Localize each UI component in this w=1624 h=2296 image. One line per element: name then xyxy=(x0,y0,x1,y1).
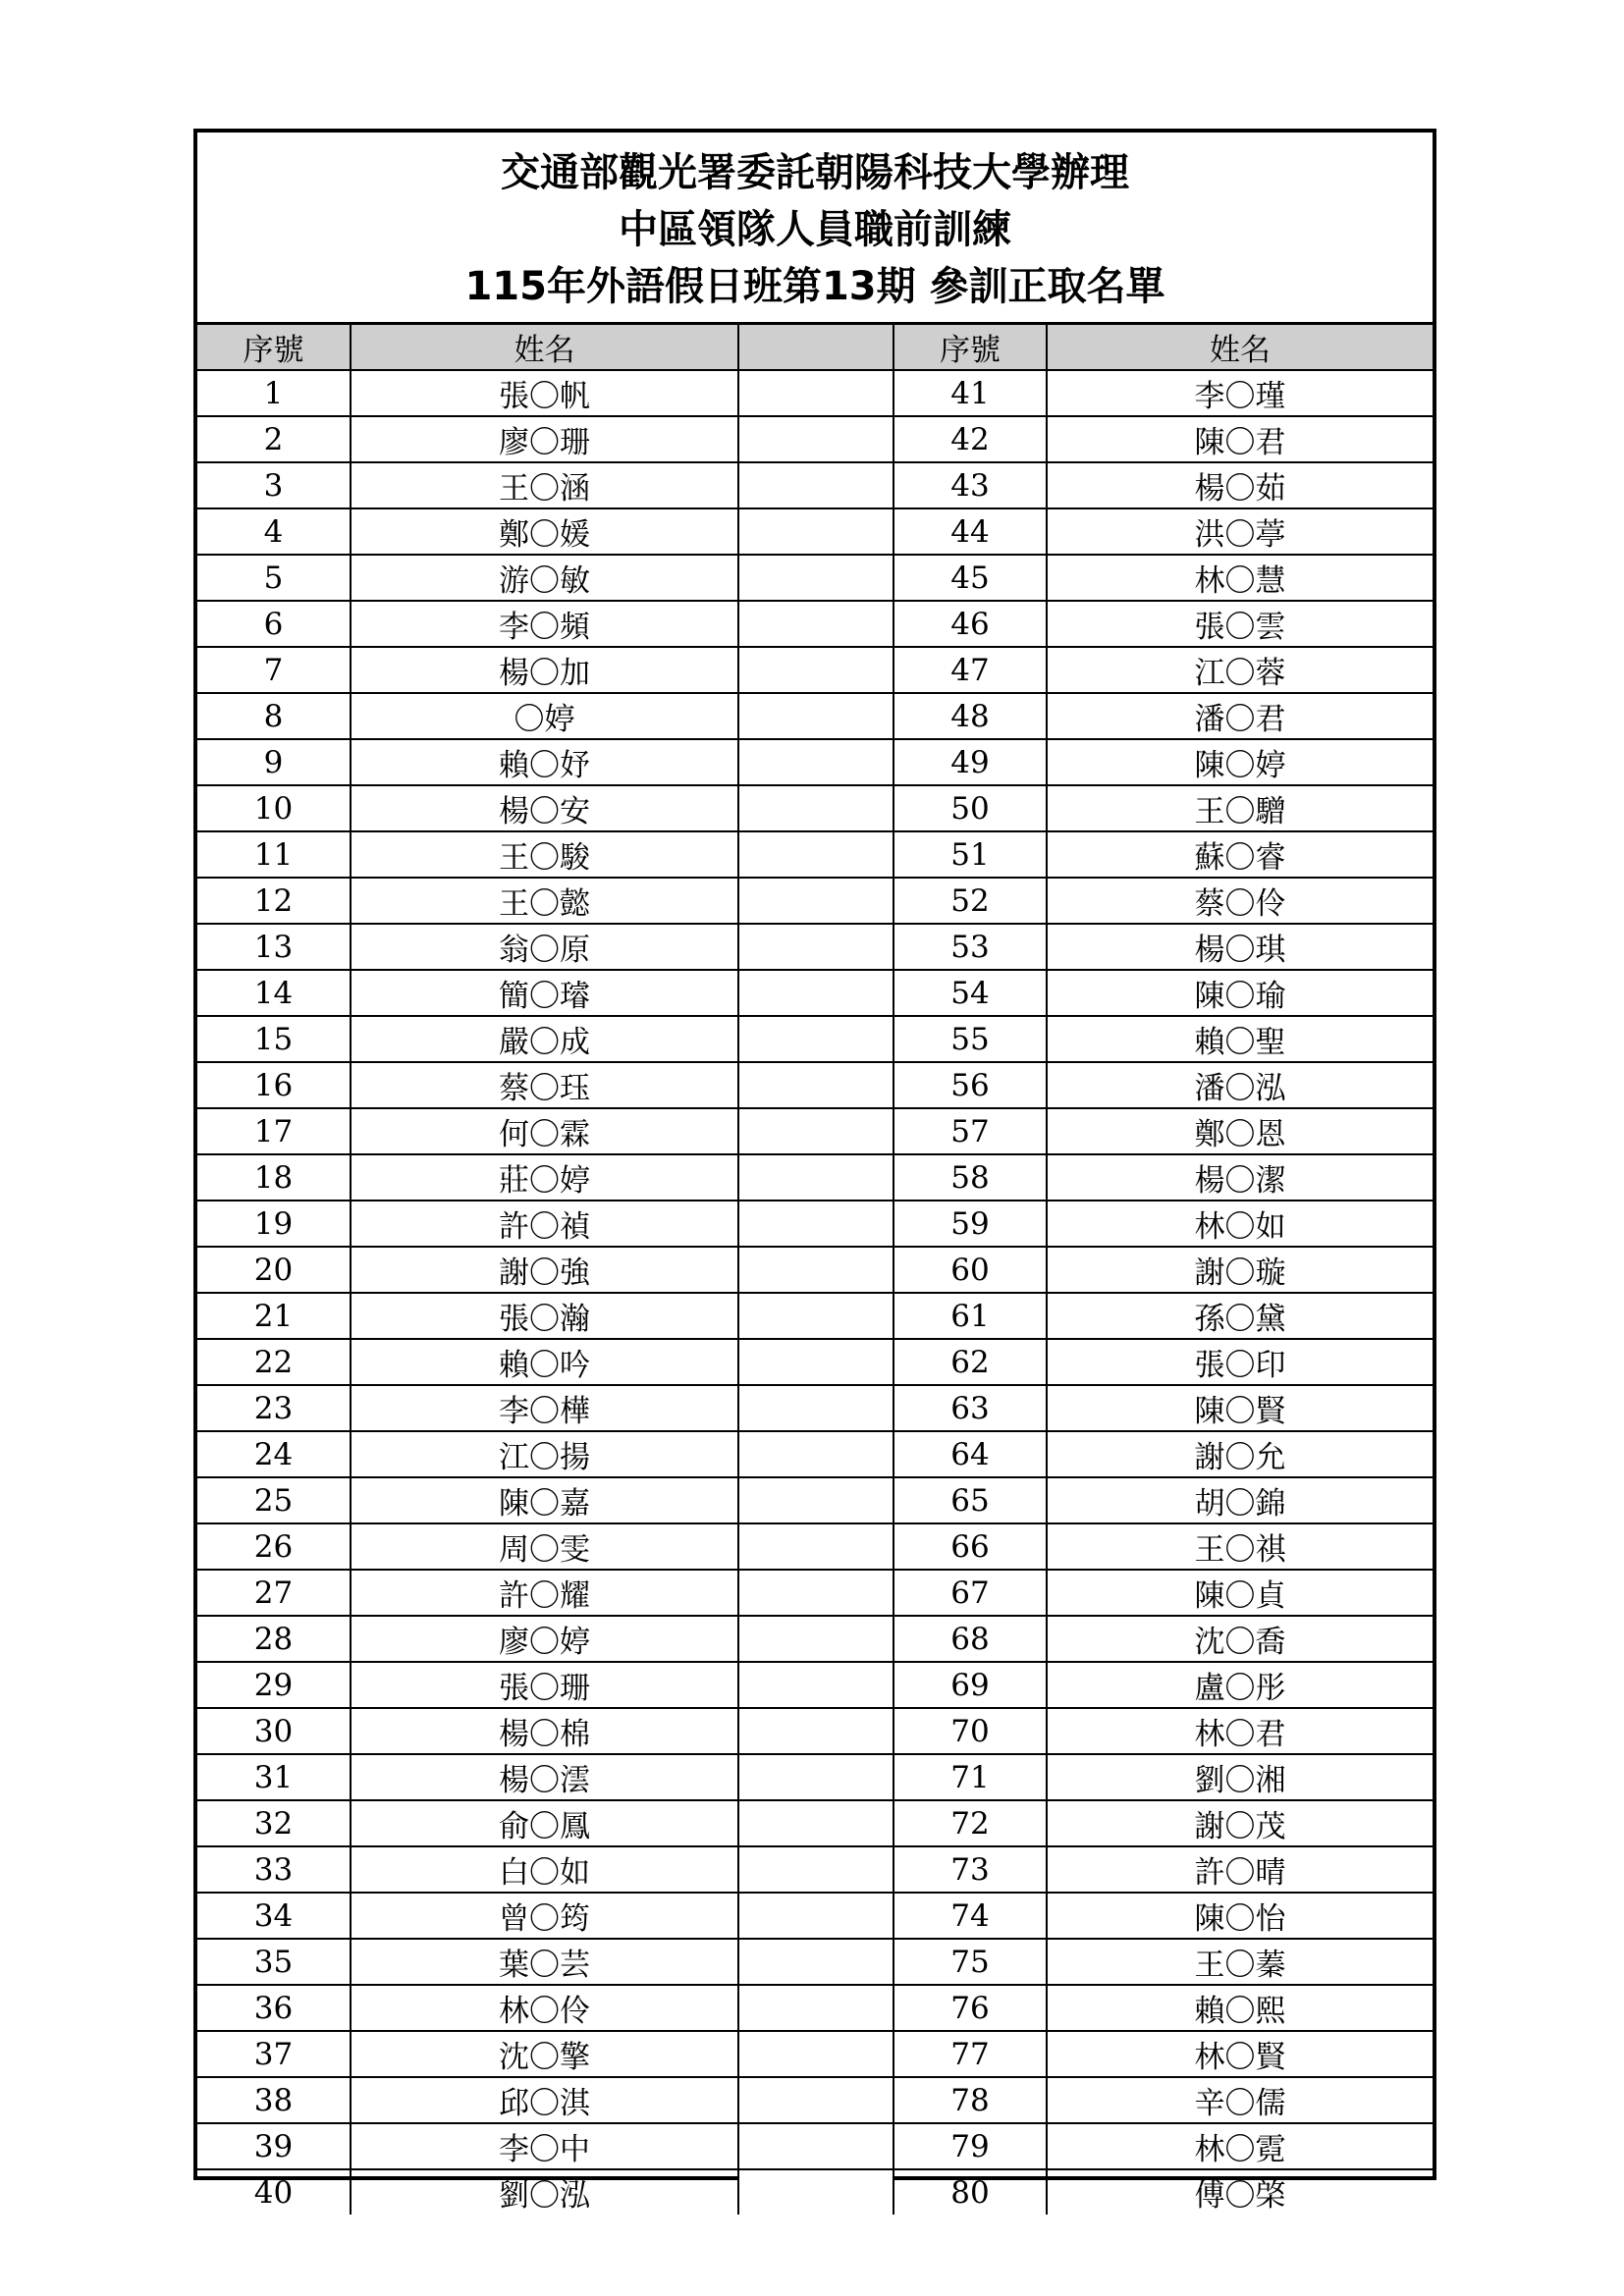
right-name-cell: 蘇〇睿 xyxy=(1047,831,1433,878)
divider-cell xyxy=(738,601,893,647)
left-name-cell: 翁〇原 xyxy=(351,924,738,970)
table-row xyxy=(197,924,1433,970)
divider-cell xyxy=(738,1662,893,1708)
left-name-cell: 鄭〇媛 xyxy=(351,508,738,555)
divider-cell xyxy=(738,739,893,785)
right-number-cell: 64 xyxy=(893,1431,1047,1477)
divider-cell xyxy=(738,1708,893,1754)
left-name-cell: 李〇樺 xyxy=(351,1385,738,1431)
divider-cell xyxy=(738,462,893,508)
left-number-cell: 38 xyxy=(197,2077,351,2123)
left-name-cell: 莊〇婷 xyxy=(351,1154,738,1201)
right-number-cell: 69 xyxy=(893,1662,1047,1708)
table-row xyxy=(197,601,1433,647)
right-number-cell: 58 xyxy=(893,1154,1047,1201)
right-number-cell: 70 xyxy=(893,1708,1047,1754)
table-row xyxy=(197,1708,1433,1754)
header-divider xyxy=(738,325,893,370)
left-number-cell: 23 xyxy=(197,1385,351,1431)
right-name-cell: 林〇如 xyxy=(1047,1201,1433,1247)
table-row xyxy=(197,1154,1433,1201)
table-row xyxy=(197,2169,1433,2215)
left-name-cell: 何〇霖 xyxy=(351,1108,738,1154)
right-name-cell: 王〇祺 xyxy=(1047,1523,1433,1570)
right-number-cell: 45 xyxy=(893,555,1047,601)
divider-cell xyxy=(738,1201,893,1247)
left-name-cell: 簡〇璿 xyxy=(351,970,738,1016)
right-number-cell: 44 xyxy=(893,508,1047,555)
left-name-cell: 楊〇安 xyxy=(351,785,738,831)
left-number-cell: 37 xyxy=(197,2031,351,2077)
right-name-cell: 楊〇茹 xyxy=(1047,462,1433,508)
left-name-cell: 周〇雯 xyxy=(351,1523,738,1570)
divider-cell xyxy=(738,1523,893,1570)
divider-cell xyxy=(738,1616,893,1662)
table-row xyxy=(197,416,1433,462)
right-number-cell: 78 xyxy=(893,2077,1047,2123)
right-name-cell: 陳〇貞 xyxy=(1047,1570,1433,1616)
left-name-cell: 張〇帆 xyxy=(351,370,738,416)
header-left-number: 序號 xyxy=(197,325,351,370)
table-row xyxy=(197,1985,1433,2031)
left-name-cell: 嚴〇成 xyxy=(351,1016,738,1062)
right-name-cell: 王〇蓁 xyxy=(1047,1939,1433,1985)
divider-cell xyxy=(738,1800,893,1846)
right-name-cell: 林〇霓 xyxy=(1047,2123,1433,2169)
right-number-cell: 62 xyxy=(893,1339,1047,1385)
right-name-cell: 林〇君 xyxy=(1047,1708,1433,1754)
right-name-cell: 陳〇賢 xyxy=(1047,1385,1433,1431)
right-number-cell: 63 xyxy=(893,1385,1047,1431)
right-name-cell: 潘〇泓 xyxy=(1047,1062,1433,1108)
right-number-cell: 46 xyxy=(893,601,1047,647)
right-number-cell: 68 xyxy=(893,1616,1047,1662)
left-name-cell: 廖〇珊 xyxy=(351,416,738,462)
left-name-cell: 王〇駿 xyxy=(351,831,738,878)
right-number-cell: 55 xyxy=(893,1016,1047,1062)
right-number-cell: 79 xyxy=(893,2123,1047,2169)
divider-cell xyxy=(738,2077,893,2123)
left-name-cell: 楊〇澐 xyxy=(351,1754,738,1800)
right-name-cell: 傅〇棨 xyxy=(1047,2169,1433,2215)
table-row xyxy=(197,970,1433,1016)
left-number-cell: 39 xyxy=(197,2123,351,2169)
table-row xyxy=(197,1016,1433,1062)
left-number-cell: 21 xyxy=(197,1293,351,1339)
right-name-cell: 賴〇熙 xyxy=(1047,1985,1433,2031)
table-row xyxy=(197,1339,1433,1385)
table-row xyxy=(197,831,1433,878)
left-number-cell: 10 xyxy=(197,785,351,831)
table-row xyxy=(197,1939,1433,1985)
left-number-cell: 17 xyxy=(197,1108,351,1154)
left-number-cell: 40 xyxy=(197,2169,351,2215)
left-number-cell: 32 xyxy=(197,1800,351,1846)
left-number-cell: 11 xyxy=(197,831,351,878)
title-line-organizer: 交通部觀光署委託朝陽科技大學辦理 xyxy=(501,149,1129,195)
left-number-cell: 7 xyxy=(197,647,351,693)
right-name-cell: 楊〇潔 xyxy=(1047,1154,1433,1201)
right-number-cell: 48 xyxy=(893,693,1047,739)
left-name-cell: 俞〇鳳 xyxy=(351,1800,738,1846)
right-name-cell: 許〇晴 xyxy=(1047,1846,1433,1893)
divider-cell xyxy=(738,1939,893,1985)
divider-cell xyxy=(738,1985,893,2031)
right-name-cell: 陳〇君 xyxy=(1047,416,1433,462)
divider-cell xyxy=(738,1754,893,1800)
divider-cell xyxy=(738,1016,893,1062)
left-number-cell: 25 xyxy=(197,1477,351,1523)
table-row xyxy=(197,1431,1433,1477)
right-number-cell: 65 xyxy=(893,1477,1047,1523)
divider-cell xyxy=(738,924,893,970)
right-number-cell: 77 xyxy=(893,2031,1047,2077)
right-name-cell: 張〇雲 xyxy=(1047,601,1433,647)
divider-cell xyxy=(738,370,893,416)
right-number-cell: 47 xyxy=(893,647,1047,693)
left-number-cell: 30 xyxy=(197,1708,351,1754)
left-name-cell: 劉〇泓 xyxy=(351,2169,738,2215)
header-left-name: 姓名 xyxy=(351,325,738,370)
right-number-cell: 52 xyxy=(893,878,1047,924)
divider-cell xyxy=(738,1570,893,1616)
table-row xyxy=(197,878,1433,924)
right-number-cell: 61 xyxy=(893,1293,1047,1339)
left-number-cell: 16 xyxy=(197,1062,351,1108)
right-number-cell: 42 xyxy=(893,416,1047,462)
divider-cell xyxy=(738,1477,893,1523)
left-name-cell: 邱〇淇 xyxy=(351,2077,738,2123)
left-name-cell: 楊〇加 xyxy=(351,647,738,693)
roster-table xyxy=(197,325,1433,2215)
left-name-cell: 沈〇擎 xyxy=(351,2031,738,2077)
right-number-cell: 43 xyxy=(893,462,1047,508)
right-name-cell: 楊〇琪 xyxy=(1047,924,1433,970)
roster-body xyxy=(197,370,1433,2215)
table-row xyxy=(197,2123,1433,2169)
left-number-cell: 29 xyxy=(197,1662,351,1708)
left-name-cell: 林〇伶 xyxy=(351,1985,738,2031)
left-number-cell: 33 xyxy=(197,1846,351,1893)
left-number-cell: 26 xyxy=(197,1523,351,1570)
table-row xyxy=(197,462,1433,508)
divider-cell xyxy=(738,1893,893,1939)
divider-cell xyxy=(738,1062,893,1108)
divider-cell xyxy=(738,831,893,878)
left-number-cell: 35 xyxy=(197,1939,351,1985)
divider-cell xyxy=(738,970,893,1016)
right-name-cell: 盧〇彤 xyxy=(1047,1662,1433,1708)
left-name-cell: 許〇禎 xyxy=(351,1201,738,1247)
right-number-cell: 76 xyxy=(893,1985,1047,2031)
right-name-cell: 謝〇璇 xyxy=(1047,1247,1433,1293)
divider-cell xyxy=(738,785,893,831)
left-name-cell: 江〇揚 xyxy=(351,1431,738,1477)
left-name-cell: 王〇涵 xyxy=(351,462,738,508)
left-name-cell: 賴〇吟 xyxy=(351,1339,738,1385)
left-number-cell: 34 xyxy=(197,1893,351,1939)
left-number-cell: 31 xyxy=(197,1754,351,1800)
left-number-cell: 5 xyxy=(197,555,351,601)
table-row xyxy=(197,739,1433,785)
left-name-cell: 〇婷 xyxy=(351,693,738,739)
left-number-cell: 8 xyxy=(197,693,351,739)
right-number-cell: 54 xyxy=(893,970,1047,1016)
right-number-cell: 60 xyxy=(893,1247,1047,1293)
left-name-cell: 游〇敏 xyxy=(351,555,738,601)
right-number-cell: 73 xyxy=(893,1846,1047,1893)
right-name-cell: 胡〇錦 xyxy=(1047,1477,1433,1523)
left-number-cell: 19 xyxy=(197,1201,351,1247)
left-number-cell: 36 xyxy=(197,1985,351,2031)
right-number-cell: 74 xyxy=(893,1893,1047,1939)
table-row xyxy=(197,1662,1433,1708)
right-number-cell: 71 xyxy=(893,1754,1047,1800)
divider-cell xyxy=(738,1293,893,1339)
right-name-cell: 劉〇湘 xyxy=(1047,1754,1433,1800)
right-name-cell: 鄭〇恩 xyxy=(1047,1108,1433,1154)
right-number-cell: 51 xyxy=(893,831,1047,878)
title-line-program: 中區領隊人員職前訓練 xyxy=(619,206,1011,252)
divider-cell xyxy=(738,1247,893,1293)
left-number-cell: 2 xyxy=(197,416,351,462)
divider-cell xyxy=(738,508,893,555)
right-name-cell: 賴〇聖 xyxy=(1047,1016,1433,1062)
divider-cell xyxy=(738,1108,893,1154)
left-number-cell: 6 xyxy=(197,601,351,647)
right-number-cell: 49 xyxy=(893,739,1047,785)
left-name-cell: 陳〇嘉 xyxy=(351,1477,738,1523)
right-name-cell: 陳〇瑜 xyxy=(1047,970,1433,1016)
table-row xyxy=(197,1247,1433,1293)
divider-cell xyxy=(738,2169,893,2215)
roster-sheet xyxy=(193,129,1436,2214)
left-name-cell: 曾〇筠 xyxy=(351,1893,738,1939)
divider-cell xyxy=(738,647,893,693)
table-row xyxy=(197,1201,1433,1247)
left-name-cell: 白〇如 xyxy=(351,1846,738,1893)
left-number-cell: 9 xyxy=(197,739,351,785)
divider-cell xyxy=(738,693,893,739)
left-number-cell: 1 xyxy=(197,370,351,416)
table-row xyxy=(197,1385,1433,1431)
divider-cell xyxy=(738,1846,893,1893)
table-row xyxy=(197,1477,1433,1523)
left-name-cell: 楊〇棉 xyxy=(351,1708,738,1754)
right-name-cell: 辛〇儒 xyxy=(1047,2077,1433,2123)
right-number-cell: 41 xyxy=(893,370,1047,416)
left-number-cell: 24 xyxy=(197,1431,351,1477)
table-row xyxy=(197,2077,1433,2123)
right-number-cell: 75 xyxy=(893,1939,1047,1985)
right-number-cell: 80 xyxy=(893,2169,1047,2215)
right-name-cell: 林〇賢 xyxy=(1047,2031,1433,2077)
table-row xyxy=(197,1754,1433,1800)
title-line-class: 115年外語假日班第13期 參訓正取名單 xyxy=(464,263,1165,309)
table-row xyxy=(197,1616,1433,1662)
left-number-cell: 28 xyxy=(197,1616,351,1662)
right-name-cell: 陳〇婷 xyxy=(1047,739,1433,785)
table-row xyxy=(197,1523,1433,1570)
divider-cell xyxy=(738,878,893,924)
table-row xyxy=(197,1800,1433,1846)
divider-cell xyxy=(738,1385,893,1431)
divider-cell xyxy=(738,555,893,601)
left-number-cell: 14 xyxy=(197,970,351,1016)
left-name-cell: 謝〇強 xyxy=(351,1247,738,1293)
left-name-cell: 張〇珊 xyxy=(351,1662,738,1708)
table-row xyxy=(197,2031,1433,2077)
left-number-cell: 4 xyxy=(197,508,351,555)
right-name-cell: 謝〇茂 xyxy=(1047,1800,1433,1846)
right-number-cell: 72 xyxy=(893,1800,1047,1846)
right-name-cell: 王〇驓 xyxy=(1047,785,1433,831)
right-name-cell: 蔡〇伶 xyxy=(1047,878,1433,924)
right-number-cell: 59 xyxy=(893,1201,1047,1247)
right-number-cell: 57 xyxy=(893,1108,1047,1154)
right-name-cell: 陳〇怡 xyxy=(1047,1893,1433,1939)
left-name-cell: 王〇懿 xyxy=(351,878,738,924)
right-name-cell: 李〇瑾 xyxy=(1047,370,1433,416)
title-block xyxy=(197,133,1433,325)
table-row xyxy=(197,1893,1433,1939)
left-name-cell: 葉〇芸 xyxy=(351,1939,738,1985)
table-row xyxy=(197,1108,1433,1154)
divider-cell xyxy=(738,1339,893,1385)
divider-cell xyxy=(738,2031,893,2077)
table-row xyxy=(197,693,1433,739)
right-name-cell: 張〇印 xyxy=(1047,1339,1433,1385)
left-number-cell: 13 xyxy=(197,924,351,970)
table-row xyxy=(197,555,1433,601)
right-name-cell: 謝〇允 xyxy=(1047,1431,1433,1477)
table-row xyxy=(197,647,1433,693)
left-name-cell: 李〇頻 xyxy=(351,601,738,647)
divider-cell xyxy=(738,1154,893,1201)
divider-cell xyxy=(738,416,893,462)
right-number-cell: 66 xyxy=(893,1523,1047,1570)
right-name-cell: 孫〇黛 xyxy=(1047,1293,1433,1339)
table-row xyxy=(197,785,1433,831)
table-row xyxy=(197,1293,1433,1339)
right-number-cell: 50 xyxy=(893,785,1047,831)
right-number-cell: 56 xyxy=(893,1062,1047,1108)
right-number-cell: 53 xyxy=(893,924,1047,970)
right-name-cell: 江〇蓉 xyxy=(1047,647,1433,693)
left-name-cell: 許〇耀 xyxy=(351,1570,738,1616)
table-row xyxy=(197,370,1433,416)
left-number-cell: 20 xyxy=(197,1247,351,1293)
header-right-name: 姓名 xyxy=(1047,325,1433,370)
left-name-cell: 蔡〇珏 xyxy=(351,1062,738,1108)
right-name-cell: 沈〇喬 xyxy=(1047,1616,1433,1662)
table-row xyxy=(197,508,1433,555)
header-row xyxy=(197,325,1433,370)
right-name-cell: 潘〇君 xyxy=(1047,693,1433,739)
right-name-cell: 林〇慧 xyxy=(1047,555,1433,601)
table-row xyxy=(197,1846,1433,1893)
header-right-number: 序號 xyxy=(893,325,1047,370)
left-name-cell: 廖〇婷 xyxy=(351,1616,738,1662)
left-name-cell: 賴〇妤 xyxy=(351,739,738,785)
left-name-cell: 張〇瀚 xyxy=(351,1293,738,1339)
right-number-cell: 67 xyxy=(893,1570,1047,1616)
left-name-cell: 李〇中 xyxy=(351,2123,738,2169)
left-number-cell: 18 xyxy=(197,1154,351,1201)
left-number-cell: 3 xyxy=(197,462,351,508)
divider-cell xyxy=(738,1431,893,1477)
left-number-cell: 27 xyxy=(197,1570,351,1616)
right-name-cell: 洪〇葶 xyxy=(1047,508,1433,555)
table-row xyxy=(197,1570,1433,1616)
left-number-cell: 15 xyxy=(197,1016,351,1062)
left-number-cell: 22 xyxy=(197,1339,351,1385)
table-row xyxy=(197,1062,1433,1108)
left-number-cell: 12 xyxy=(197,878,351,924)
divider-cell xyxy=(738,2123,893,2169)
